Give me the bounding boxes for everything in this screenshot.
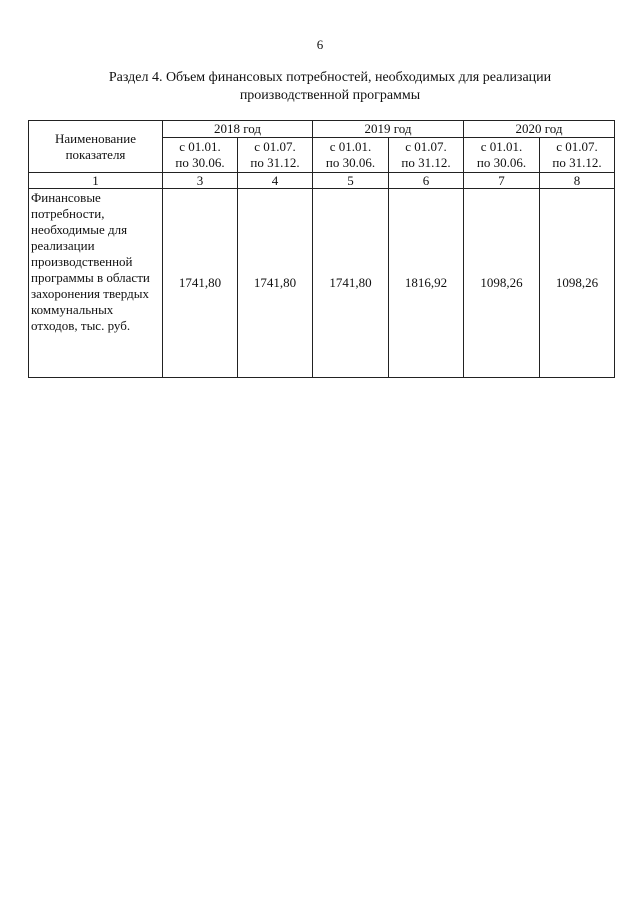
period-to: по 31.12.: [552, 155, 602, 170]
year-header-2019: 2019 год: [313, 121, 464, 138]
financial-needs-table: [28, 120, 615, 378]
section-title-line-2: производственной программы: [239, 88, 421, 103]
period-to: по 30.06.: [476, 155, 527, 170]
column-number: 4: [238, 173, 313, 189]
value-cell: 1098,26: [464, 189, 540, 378]
period-header: [540, 138, 615, 173]
column-number: 1: [29, 173, 163, 189]
period-from: с 01.01.: [480, 139, 523, 154]
section-title-line-1: Раздел 4. Объем финансовых потребностей, необходимых для реализации: [108, 70, 552, 85]
page-number: 6: [316, 37, 324, 52]
column-number-row: [29, 173, 615, 189]
period-to: по 30.06.: [325, 155, 376, 170]
value-cell: 1816,92: [389, 189, 464, 378]
period-header: [464, 138, 540, 173]
value-cell: 1741,80: [238, 189, 313, 378]
period-header: [389, 138, 464, 173]
row-label: Финансовые потребности, необходимые для реализации производственной программы в области захоронения твердых коммунальных отходов, тыс. руб.: [29, 189, 163, 378]
period-from: с 01.07.: [556, 139, 598, 154]
year-header-row: [29, 121, 615, 138]
column-number: 5: [313, 173, 389, 189]
column-number: 6: [389, 173, 464, 189]
year-header-2020: 2020 год: [464, 121, 615, 138]
section-title: [60, 69, 600, 105]
period-from: с 01.07.: [405, 139, 447, 154]
period-to: по 31.12.: [250, 155, 300, 170]
value-cell: 1741,80: [313, 189, 389, 378]
column-number: 3: [163, 173, 238, 189]
year-header-2018: 2018 год: [163, 121, 313, 138]
period-from: с 01.07.: [254, 139, 296, 154]
value-cell: 1741,80: [163, 189, 238, 378]
column-number: 7: [464, 173, 540, 189]
period-to: по 31.12.: [401, 155, 451, 170]
period-header: [163, 138, 238, 173]
period-to: по 30.06.: [175, 155, 225, 170]
indicator-header: Наименование показателя: [29, 121, 163, 173]
table-row: [29, 189, 615, 378]
period-from: с 01.01.: [179, 139, 221, 154]
value-cell: 1098,26: [540, 189, 615, 378]
period-from: с 01.01.: [329, 139, 372, 154]
period-header: [238, 138, 313, 173]
column-number: 8: [540, 173, 615, 189]
period-header: [313, 138, 389, 173]
